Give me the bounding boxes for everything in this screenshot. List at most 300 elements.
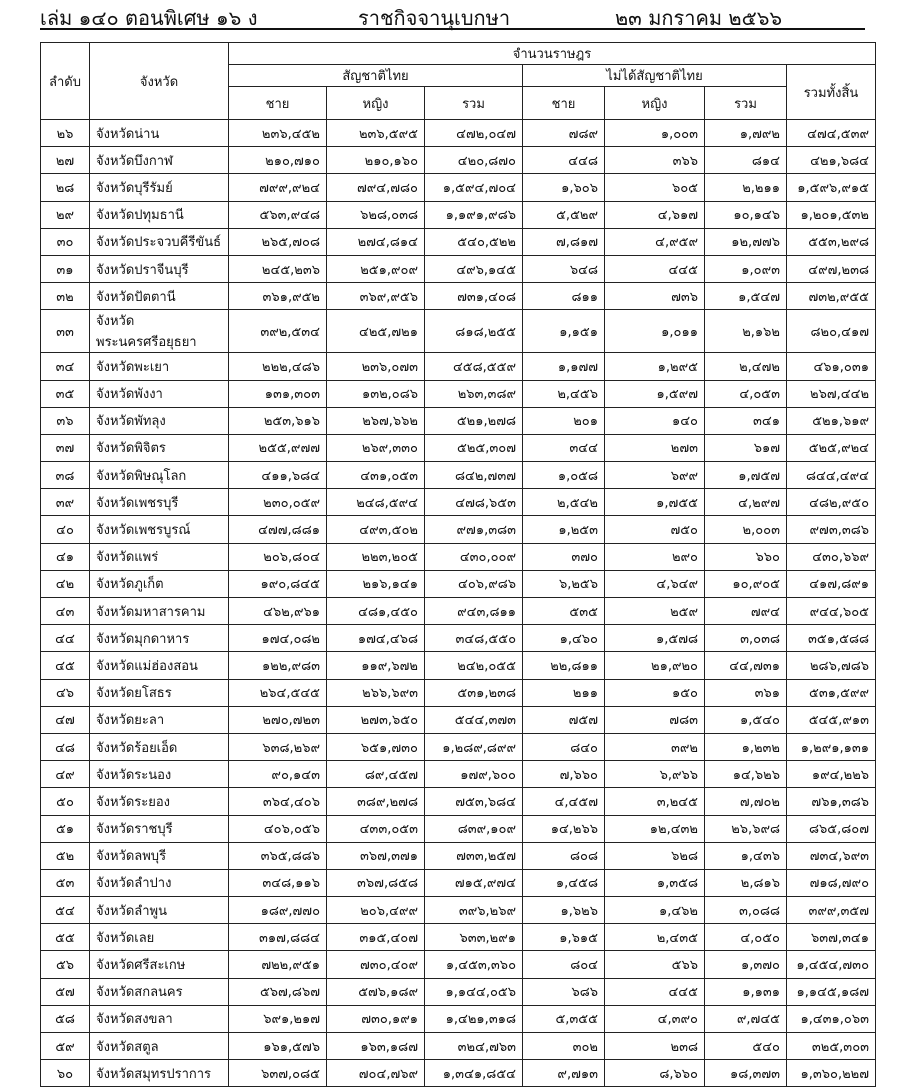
cell-nonthai-male: ๖,๒๕๖ <box>523 570 605 597</box>
cell-nonthai-female: ๒๑,๙๒๐ <box>605 652 705 679</box>
cell-thai-sum: ๘๓๙,๑๐๙ <box>425 815 523 842</box>
cell-nonthai-male: ๘๐๘ <box>523 842 605 869</box>
cell-thai-male: ๒๔๕,๒๓๖ <box>229 255 327 282</box>
cell-index: ๓๓ <box>41 310 90 353</box>
cell-nonthai-female: ๔๔๕ <box>605 978 705 1005</box>
cell-thai-female: ๒๔๘,๕๙๔ <box>327 489 425 516</box>
cell-index: ๕๐ <box>41 788 90 815</box>
cell-province: จังหวัดระนอง <box>90 761 229 788</box>
cell-thai-sum: ๕๒๑,๒๗๘ <box>425 407 523 434</box>
col-population-header: จำนวนราษฎร <box>229 43 876 65</box>
cell-province: จังหวัดแม่ฮ่องสอน <box>90 652 229 679</box>
cell-total: ๕๔๕,๙๑๓ <box>787 706 876 733</box>
cell-thai-female: ๒๑๐,๑๖๐ <box>327 147 425 174</box>
cell-province: จังหวัดพัทลุง <box>90 407 229 434</box>
cell-thai-female: ๔๓๓,๐๕๓ <box>327 815 425 842</box>
cell-total: ๗๖๑,๓๘๖ <box>787 788 876 815</box>
cell-total: ๓๕๑,๕๘๘ <box>787 625 876 652</box>
cell-thai-female: ๑๗๔,๔๖๘ <box>327 625 425 652</box>
cell-thai-female: ๒๓๖,๕๙๕ <box>327 120 425 147</box>
table-body <box>41 120 876 1087</box>
cell-nonthai-sum: ๒,๐๐๓ <box>705 516 787 543</box>
cell-nonthai-sum: ๑,๒๓๒ <box>705 733 787 760</box>
cell-province: จังหวัดภูเก็ต <box>90 570 229 597</box>
cell-province: จังหวัดมหาสารคาม <box>90 598 229 625</box>
cell-thai-male: ๓๑๗,๘๘๔ <box>229 924 327 951</box>
cell-nonthai-male: ๕๓๕ <box>523 598 605 625</box>
cell-province: จังหวัดเพชรบูรณ์ <box>90 516 229 543</box>
cell-thai-sum: ๕๔๐,๕๒๒ <box>425 228 523 255</box>
table-row <box>41 310 876 353</box>
cell-thai-female: ๓๖๙,๙๕๖ <box>327 283 425 310</box>
cell-thai-sum: ๑,๔๒๑,๓๑๘ <box>425 1005 523 1032</box>
cell-nonthai-male: ๕,๕๒๙ <box>523 201 605 228</box>
cell-total: ๔๖๑,๐๓๑ <box>787 353 876 380</box>
cell-thai-sum: ๑,๕๙๔,๗๐๔ <box>425 174 523 201</box>
cell-total: ๔๘๒,๙๕๐ <box>787 489 876 516</box>
cell-nonthai-male: ๑,๑๕๑ <box>523 310 605 353</box>
cell-thai-sum: ๔๓๐,๐๐๙ <box>425 543 523 570</box>
cell-nonthai-female: ๕๖๖ <box>605 951 705 978</box>
cell-province: จังหวัดบุรีรัมย์ <box>90 174 229 201</box>
cell-nonthai-male: ๒๑๑ <box>523 679 605 706</box>
table-row <box>41 1060 876 1087</box>
table-row <box>41 283 876 310</box>
cell-thai-sum: ๖๓๓,๒๙๑ <box>425 924 523 951</box>
table-row <box>41 652 876 679</box>
cell-index: ๔๔ <box>41 625 90 652</box>
cell-nonthai-sum: ๖๖๐ <box>705 543 787 570</box>
cell-thai-male: ๖๓๗,๐๘๕ <box>229 1060 327 1087</box>
cell-thai-female: ๔๒๕,๗๒๑ <box>327 310 425 353</box>
table-row <box>41 761 876 788</box>
cell-thai-male: ๑๘๙,๗๗๐ <box>229 897 327 924</box>
cell-province: จังหวัดศรีสะเกษ <box>90 951 229 978</box>
cell-index: ๒๙ <box>41 201 90 228</box>
cell-thai-female: ๒๖๖,๖๙๓ <box>327 679 425 706</box>
cell-nonthai-sum: ๒,๘๑๖ <box>705 869 787 896</box>
cell-thai-sum: ๔๐๖,๙๘๖ <box>425 570 523 597</box>
cell-total: ๕๒๕,๙๒๔ <box>787 434 876 461</box>
cell-province: จังหวัดพังงา <box>90 380 229 407</box>
cell-nonthai-female: ๑,๔๖๒ <box>605 897 705 924</box>
table-row <box>41 924 876 951</box>
cell-nonthai-sum: ๙,๗๔๕ <box>705 1005 787 1032</box>
cell-nonthai-male: ๑๔,๒๖๖ <box>523 815 605 842</box>
cell-nonthai-female: ๒๓๘ <box>605 1033 705 1060</box>
cell-nonthai-female: ๗๓๖ <box>605 283 705 310</box>
cell-total: ๓๒๕,๓๐๓ <box>787 1033 876 1060</box>
nonthai-sum-header: รวม <box>705 87 787 120</box>
cell-thai-male: ๒๓๖,๔๕๒ <box>229 120 327 147</box>
cell-nonthai-sum: ๒,๒๑๑ <box>705 174 787 201</box>
cell-nonthai-sum: ๑,๕๔๗ <box>705 283 787 310</box>
cell-thai-female: ๗๓๐,๑๙๑ <box>327 1005 425 1032</box>
cell-thai-female: ๗๙๔,๗๘๐ <box>327 174 425 201</box>
cell-nonthai-sum: ๒๖,๖๙๘ <box>705 815 787 842</box>
cell-thai-female: ๒๕๑,๙๐๙ <box>327 255 425 282</box>
cell-total: ๒๖๗,๔๔๒ <box>787 380 876 407</box>
cell-nonthai-sum: ๖๑๗ <box>705 434 787 461</box>
cell-province: จังหวัดปราจีนบุรี <box>90 255 229 282</box>
cell-province: จังหวัดลพบุรี <box>90 842 229 869</box>
cell-thai-male: ๗๙๙,๙๒๔ <box>229 174 327 201</box>
table-row <box>41 625 876 652</box>
cell-nonthai-sum: ๒,๔๗๒ <box>705 353 787 380</box>
cell-nonthai-sum: ๓๖๑ <box>705 679 787 706</box>
cell-thai-sum: ๕๔๔,๓๗๓ <box>425 706 523 733</box>
cell-nonthai-sum: ๑๔,๖๒๖ <box>705 761 787 788</box>
cell-index: ๒๘ <box>41 174 90 201</box>
cell-nonthai-male: ๑,๐๕๘ <box>523 462 605 489</box>
table-row <box>41 815 876 842</box>
cell-nonthai-female: ๔,๖๔๙ <box>605 570 705 597</box>
cell-province: จังหวัดเพชรบุรี <box>90 489 229 516</box>
cell-index: ๔๐ <box>41 516 90 543</box>
cell-nonthai-male: ๙,๗๑๓ <box>523 1060 605 1087</box>
cell-thai-female: ๓๘๙,๒๗๘ <box>327 788 425 815</box>
cell-thai-sum: ๕๒๕,๓๐๗ <box>425 434 523 461</box>
cell-nonthai-sum: ๑๒,๗๗๖ <box>705 228 787 255</box>
cell-nonthai-female: ๒,๔๓๕ <box>605 924 705 951</box>
cell-nonthai-female: ๑,๕๙๗ <box>605 380 705 407</box>
cell-nonthai-sum: ๕๔๐ <box>705 1033 787 1060</box>
cell-nonthai-female: ๑๔๐ <box>605 407 705 434</box>
cell-total: ๔๓๐,๖๖๙ <box>787 543 876 570</box>
table-row <box>41 434 876 461</box>
cell-nonthai-sum: ๑,๐๙๓ <box>705 255 787 282</box>
cell-thai-male: ๑๒๒,๙๘๓ <box>229 652 327 679</box>
cell-nonthai-sum: ๗,๗๐๒ <box>705 788 787 815</box>
cell-thai-male: ๑๖๑,๕๗๖ <box>229 1033 327 1060</box>
table-row <box>41 353 876 380</box>
cell-index: ๕๒ <box>41 842 90 869</box>
cell-nonthai-sum: ๗๙๔ <box>705 598 787 625</box>
cell-thai-female: ๓๖๗,๘๕๘ <box>327 869 425 896</box>
cell-thai-sum: ๔๗๘,๖๕๓ <box>425 489 523 516</box>
cell-nonthai-male: ๘๑๑ <box>523 283 605 310</box>
cell-thai-sum: ๙๔๓,๘๑๑ <box>425 598 523 625</box>
cell-nonthai-female: ๔๔๕ <box>605 255 705 282</box>
cell-index: ๔๘ <box>41 733 90 760</box>
cell-thai-male: ๒๗๐,๗๒๓ <box>229 706 327 733</box>
cell-thai-male: ๒๓๐,๐๕๙ <box>229 489 327 516</box>
col-total-header: รวมทั้งสิ้น <box>787 65 876 120</box>
table-row <box>41 516 876 543</box>
cell-nonthai-male: ๗,๖๖๐ <box>523 761 605 788</box>
cell-nonthai-sum: ๑,๔๓๖ <box>705 842 787 869</box>
cell-index: ๓๖ <box>41 407 90 434</box>
cell-index: ๔๑ <box>41 543 90 570</box>
cell-total: ๗๑๘,๗๙๐ <box>787 869 876 896</box>
col-province-header: จังหวัด <box>90 43 229 120</box>
publication-title: ราชกิจจานุเบกษา <box>358 6 511 30</box>
group-nonthai-header: ไม่ได้สัญชาติไทย <box>523 65 787 87</box>
cell-total: ๘๖๕,๘๐๗ <box>787 815 876 842</box>
cell-thai-sum: ๓๒๔,๗๖๓ <box>425 1033 523 1060</box>
cell-nonthai-male: ๘๐๔ <box>523 951 605 978</box>
cell-total: ๑,๒๐๑,๕๓๒ <box>787 201 876 228</box>
cell-index: ๓๕ <box>41 380 90 407</box>
cell-province: จังหวัดประจวบคีรีขันธ์ <box>90 228 229 255</box>
cell-province: จังหวัดพระนครศรีอยุธยา <box>90 310 229 353</box>
cell-province: จังหวัดร้อยเอ็ด <box>90 733 229 760</box>
cell-thai-male: ๖๓๘,๒๖๙ <box>229 733 327 760</box>
publication-date: ๒๓ มกราคม ๒๕๖๖ <box>615 6 783 30</box>
cell-nonthai-female: ๒๗๓ <box>605 434 705 461</box>
cell-nonthai-sum: ๔,๐๕๐ <box>705 924 787 951</box>
cell-nonthai-sum: ๑,๑๓๑ <box>705 978 787 1005</box>
table-row <box>41 201 876 228</box>
cell-total: ๑,๑๔๕,๑๘๗ <box>787 978 876 1005</box>
cell-thai-sum: ๕๓๑,๒๓๘ <box>425 679 523 706</box>
cell-province: จังหวัดราชบุรี <box>90 815 229 842</box>
cell-thai-sum: ๒๔๒,๐๕๕ <box>425 652 523 679</box>
nonthai-male-header: ชาย <box>523 87 605 120</box>
cell-thai-sum: ๗๑๕,๙๗๔ <box>425 869 523 896</box>
cell-index: ๒๗ <box>41 147 90 174</box>
cell-thai-sum: ๔๗๒,๐๔๗ <box>425 120 523 147</box>
cell-total: ๔๙๗,๒๓๘ <box>787 255 876 282</box>
cell-thai-female: ๖๒๘,๐๓๘ <box>327 201 425 228</box>
cell-index: ๔๒ <box>41 570 90 597</box>
cell-nonthai-female: ๖๐๕ <box>605 174 705 201</box>
cell-nonthai-male: ๒๐๑ <box>523 407 605 434</box>
cell-nonthai-male: ๖๘๖ <box>523 978 605 1005</box>
cell-nonthai-male: ๕,๓๕๕ <box>523 1005 605 1032</box>
table-row <box>41 255 876 282</box>
cell-thai-female: ๒๑๖,๑๔๑ <box>327 570 425 597</box>
cell-thai-sum: ๑,๑๙๑,๙๘๖ <box>425 201 523 228</box>
cell-thai-female: ๒๖๙,๓๓๐ <box>327 434 425 461</box>
table-row <box>41 842 876 869</box>
cell-nonthai-male: ๒,๕๔๒ <box>523 489 605 516</box>
thai-female-header: หญิง <box>327 87 425 120</box>
cell-nonthai-male: ๔๔๘ <box>523 147 605 174</box>
cell-nonthai-sum: ๔,๒๙๗ <box>705 489 787 516</box>
cell-thai-sum: ๘๑๘,๒๕๕ <box>425 310 523 353</box>
cell-nonthai-female: ๑๕๐ <box>605 679 705 706</box>
cell-thai-female: ๒๖๗,๖๖๒ <box>327 407 425 434</box>
table-row <box>41 462 876 489</box>
cell-thai-female: ๔๙๓,๕๐๒ <box>327 516 425 543</box>
cell-total: ๑,๕๙๖,๙๑๕ <box>787 174 876 201</box>
cell-nonthai-male: ๓๔๔ <box>523 434 605 461</box>
table-row <box>41 1033 876 1060</box>
group-thai-header: สัญชาติไทย <box>229 65 523 87</box>
cell-thai-female: ๗๐๔,๗๖๙ <box>327 1060 425 1087</box>
cell-nonthai-male: ๑,๖๑๕ <box>523 924 605 951</box>
cell-index: ๔๗ <box>41 706 90 733</box>
cell-nonthai-female: ๗๕๐ <box>605 516 705 543</box>
table-row <box>41 679 876 706</box>
cell-thai-female: ๒๗๔,๘๑๔ <box>327 228 425 255</box>
cell-total: ๖๓๗,๓๔๑ <box>787 924 876 951</box>
cell-total: ๕๒๑,๖๑๙ <box>787 407 876 434</box>
cell-index: ๕๗ <box>41 978 90 1005</box>
cell-total: ๗๓๒,๙๕๕ <box>787 283 876 310</box>
cell-nonthai-sum: ๑๘,๓๗๓ <box>705 1060 787 1087</box>
cell-thai-male: ๕๖๗,๘๖๗ <box>229 978 327 1005</box>
cell-index: ๕๑ <box>41 815 90 842</box>
cell-nonthai-female: ๔,๓๙๐ <box>605 1005 705 1032</box>
cell-nonthai-male: ๗๕๗ <box>523 706 605 733</box>
cell-index: ๕๕ <box>41 924 90 951</box>
cell-thai-male: ๔๑๑,๖๘๔ <box>229 462 327 489</box>
table-row <box>41 1005 876 1032</box>
cell-nonthai-male: ๑,๖๒๖ <box>523 897 605 924</box>
cell-nonthai-female: ๑,๐๑๑ <box>605 310 705 353</box>
table-row <box>41 407 876 434</box>
cell-province: จังหวัดน่าน <box>90 120 229 147</box>
table-row <box>41 120 876 147</box>
cell-total: ๑๙๔,๒๒๖ <box>787 761 876 788</box>
col-index-header: ลำดับ <box>41 43 90 120</box>
table-row <box>41 788 876 815</box>
cell-nonthai-male: ๖๔๘ <box>523 255 605 282</box>
cell-total: ๕๓๑,๕๙๙ <box>787 679 876 706</box>
cell-thai-female: ๒๓๖,๐๗๓ <box>327 353 425 380</box>
cell-index: ๔๖ <box>41 679 90 706</box>
cell-thai-male: ๒๒๒,๔๘๖ <box>229 353 327 380</box>
cell-thai-male: ๒๖๕,๗๐๘ <box>229 228 327 255</box>
cell-index: ๓๒ <box>41 283 90 310</box>
cell-index: ๔๙ <box>41 761 90 788</box>
cell-nonthai-female: ๓,๒๔๕ <box>605 788 705 815</box>
cell-thai-male: ๒๐๖,๘๐๔ <box>229 543 327 570</box>
cell-thai-male: ๓๖๑,๙๕๒ <box>229 283 327 310</box>
cell-thai-male: ๙๐,๑๔๓ <box>229 761 327 788</box>
cell-nonthai-male: ๑,๖๐๖ <box>523 174 605 201</box>
cell-nonthai-female: ๘,๖๖๐ <box>605 1060 705 1087</box>
cell-nonthai-female: ๖,๙๖๖ <box>605 761 705 788</box>
cell-nonthai-male: ๗,๘๑๗ <box>523 228 605 255</box>
cell-province: จังหวัดพะเยา <box>90 353 229 380</box>
cell-nonthai-female: ๑,๕๗๘ <box>605 625 705 652</box>
table-row <box>41 147 876 174</box>
cell-thai-male: ๔๖๒,๙๖๑ <box>229 598 327 625</box>
cell-nonthai-female: ๔,๖๑๗ <box>605 201 705 228</box>
cell-index: ๕๓ <box>41 869 90 896</box>
cell-thai-male: ๔๗๗,๘๘๑ <box>229 516 327 543</box>
cell-total: ๑,๓๖๐,๒๒๗ <box>787 1060 876 1087</box>
nonthai-female-header: หญิง <box>605 87 705 120</box>
thai-sum-header: รวม <box>425 87 523 120</box>
cell-nonthai-male: ๘๔๐ <box>523 733 605 760</box>
cell-thai-sum: ๓๙๖,๒๖๙ <box>425 897 523 924</box>
cell-thai-male: ๒๕๓,๖๑๖ <box>229 407 327 434</box>
cell-thai-female: ๖๕๑,๗๓๐ <box>327 733 425 760</box>
cell-thai-female: ๓๖๗,๓๗๑ <box>327 842 425 869</box>
table-row <box>41 380 876 407</box>
cell-nonthai-female: ๑,๓๕๘ <box>605 869 705 896</box>
cell-thai-sum: ๔๒๐,๘๗๐ <box>425 147 523 174</box>
cell-province: จังหวัดสมุทรปราการ <box>90 1060 229 1087</box>
cell-nonthai-female: ๑,๐๐๓ <box>605 120 705 147</box>
cell-index: ๕๘ <box>41 1005 90 1032</box>
cell-province: จังหวัดมุกดาหาร <box>90 625 229 652</box>
cell-thai-female: ๔๓๑,๐๕๓ <box>327 462 425 489</box>
cell-province: จังหวัดบึงกาฬ <box>90 147 229 174</box>
cell-index: ๔๓ <box>41 598 90 625</box>
cell-thai-sum: ๒๖๓,๓๘๙ <box>425 380 523 407</box>
table-row <box>41 897 876 924</box>
cell-province: จังหวัดแพร่ <box>90 543 229 570</box>
cell-total: ๑,๒๙๑,๑๓๑ <box>787 733 876 760</box>
cell-nonthai-female: ๗๘๓ <box>605 706 705 733</box>
cell-total: ๔๒๑,๖๘๔ <box>787 147 876 174</box>
cell-province: จังหวัดเลย <box>90 924 229 951</box>
cell-index: ๓๑ <box>41 255 90 282</box>
cell-province: จังหวัดปทุมธานี <box>90 201 229 228</box>
cell-nonthai-sum: ๑,๗๕๗ <box>705 462 787 489</box>
cell-thai-sum: ๔๙๖,๑๔๕ <box>425 255 523 282</box>
cell-thai-male: ๑๓๑,๓๐๓ <box>229 380 327 407</box>
cell-thai-female: ๑๖๓,๑๘๗ <box>327 1033 425 1060</box>
cell-nonthai-male: ๔,๔๕๗ <box>523 788 605 815</box>
cell-thai-male: ๖๙๑,๒๑๗ <box>229 1005 327 1032</box>
cell-index: ๕๔ <box>41 897 90 924</box>
cell-total: ๘๒๐,๔๑๗ <box>787 310 876 353</box>
cell-thai-sum: ๓๔๘,๕๕๐ <box>425 625 523 652</box>
cell-total: ๔๗๔,๕๓๙ <box>787 120 876 147</box>
cell-nonthai-female: ๖๙๙ <box>605 462 705 489</box>
cell-thai-sum: ๑,๔๕๓,๓๖๐ <box>425 951 523 978</box>
cell-thai-male: ๗๒๒,๙๕๑ <box>229 951 327 978</box>
cell-nonthai-sum: ๘๑๔ <box>705 147 787 174</box>
cell-province: จังหวัดยโสธร <box>90 679 229 706</box>
cell-total: ๓๙๙,๓๕๗ <box>787 897 876 924</box>
cell-nonthai-sum: ๓๔๑ <box>705 407 787 434</box>
cell-thai-male: ๓๙๒,๕๓๔ <box>229 310 327 353</box>
cell-thai-female: ๕๗๖,๑๘๙ <box>327 978 425 1005</box>
thai-male-header: ชาย <box>229 87 327 120</box>
cell-province: จังหวัดลำพูน <box>90 897 229 924</box>
cell-thai-female: ๑๓๒,๐๘๖ <box>327 380 425 407</box>
cell-thai-female: ๔๘๑,๔๕๐ <box>327 598 425 625</box>
cell-index: ๖๐ <box>41 1060 90 1087</box>
cell-nonthai-male: ๑,๔๖๐ <box>523 625 605 652</box>
cell-nonthai-female: ๑,๗๕๕ <box>605 489 705 516</box>
cell-index: ๓๔ <box>41 353 90 380</box>
cell-thai-sum: ๙๗๑,๓๘๓ <box>425 516 523 543</box>
cell-nonthai-sum: ๒,๑๖๒ <box>705 310 787 353</box>
cell-province: จังหวัดยะลา <box>90 706 229 733</box>
cell-thai-female: ๘๙,๔๕๗ <box>327 761 425 788</box>
cell-nonthai-female: ๓๙๒ <box>605 733 705 760</box>
cell-nonthai-female: ๑๒,๔๓๒ <box>605 815 705 842</box>
cell-thai-male: ๓๖๕,๘๘๖ <box>229 842 327 869</box>
cell-nonthai-male: ๒๒,๘๑๑ <box>523 652 605 679</box>
table-row <box>41 174 876 201</box>
cell-index: ๕๙ <box>41 1033 90 1060</box>
cell-nonthai-male: ๒,๔๕๖ <box>523 380 605 407</box>
cell-province: จังหวัดสงขลา <box>90 1005 229 1032</box>
cell-index: ๓๙ <box>41 489 90 516</box>
cell-index: ๓๗ <box>41 434 90 461</box>
cell-total: ๗๓๔,๖๙๓ <box>787 842 876 869</box>
cell-nonthai-female: ๒๙๐ <box>605 543 705 570</box>
cell-index: ๓๘ <box>41 462 90 489</box>
cell-total: ๑,๔๓๑,๐๖๓ <box>787 1005 876 1032</box>
table-row <box>41 543 876 570</box>
cell-thai-female: ๓๑๕,๔๐๗ <box>327 924 425 951</box>
cell-thai-male: ๒๖๔,๕๔๕ <box>229 679 327 706</box>
cell-thai-male: ๔๐๖,๐๕๖ <box>229 815 327 842</box>
header-divider <box>40 28 865 30</box>
cell-province: จังหวัดสกลนคร <box>90 978 229 1005</box>
cell-nonthai-female: ๓๖๖ <box>605 147 705 174</box>
